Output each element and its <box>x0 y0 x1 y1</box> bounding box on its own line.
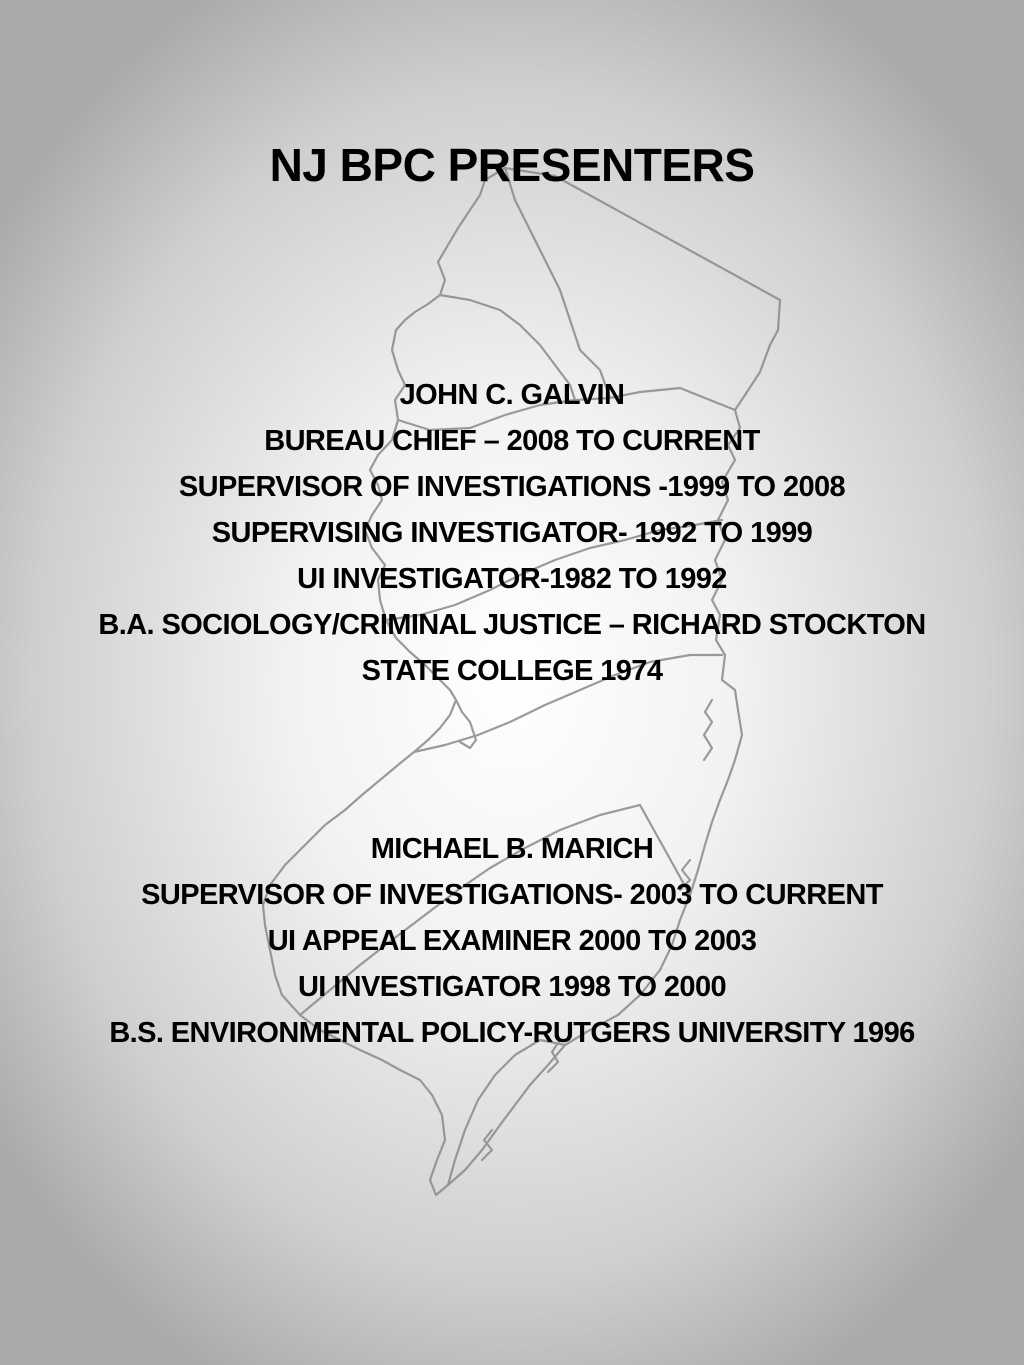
presenter-bio-marich <box>0 826 1024 1056</box>
bio-line: UI INVESTIGATOR-1982 TO 1992 <box>297 563 727 595</box>
bio-line: SUPERVISOR OF INVESTIGATIONS- 2003 TO CURRENT <box>141 879 883 911</box>
bio-line: UI APPEAL EXAMINER 2000 TO 2003 <box>267 925 757 957</box>
bio-line: BUREAU CHIEF – 2008 TO CURRENT <box>264 425 760 457</box>
presenter-name: MICHAEL B. MARICH <box>370 833 654 865</box>
presenter-bio-galvin <box>0 372 1024 694</box>
bio-line: SUPERVISING INVESTIGATOR- 1992 TO 1999 <box>211 517 813 549</box>
bio-line: UI INVESTIGATOR 1998 TO 2000 <box>297 971 727 1003</box>
bio-line: B.A. SOCIOLOGY/CRIMINAL JUSTICE – RICHARD STOCKTON <box>98 609 926 641</box>
bio-line: SUPERVISOR OF INVESTIGATIONS -1999 TO 2008 <box>178 471 846 503</box>
slide-title: NJ BPC PRESENTERS <box>269 139 755 191</box>
presenter-name: JOHN C. GALVIN <box>399 379 625 411</box>
bio-line: STATE COLLEGE 1974 <box>361 655 663 687</box>
bio-line: B.S. ENVIRONMENTAL POLICY-RUTGERS UNIVERSITY 1996 <box>109 1017 915 1049</box>
